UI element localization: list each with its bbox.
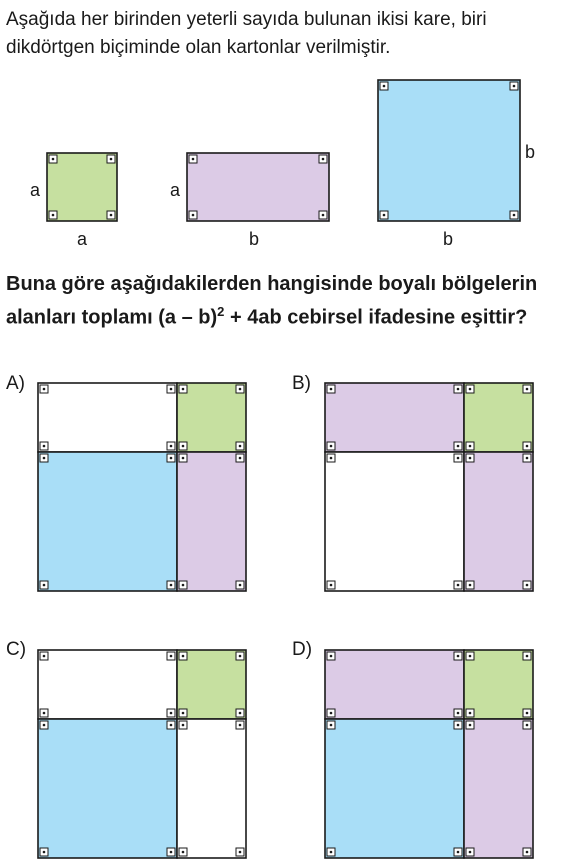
right-angle-dot	[457, 457, 460, 460]
right-angle-dot	[182, 655, 185, 658]
right-angle-dot	[469, 445, 472, 448]
right-angle-dot	[513, 85, 516, 88]
right-angle-dot	[526, 388, 529, 391]
right-angle-dot	[43, 584, 46, 587]
right-angle-dot	[110, 158, 113, 161]
right-angle-dot	[513, 214, 516, 217]
big-square-side-label: b	[525, 142, 536, 162]
option-b-label[interactable]: B)	[292, 373, 311, 394]
right-angle-dot	[383, 214, 386, 217]
right-angle-dot	[239, 388, 242, 391]
right-angle-dot	[170, 851, 173, 854]
right-angle-dot	[170, 445, 173, 448]
option-c-top-left-piece	[38, 650, 177, 719]
right-angle-dot	[457, 724, 460, 727]
right-angle-dot	[170, 584, 173, 587]
rectangle-side-label: a	[170, 180, 181, 200]
right-angle-dot	[170, 388, 173, 391]
right-angle-dot	[322, 158, 325, 161]
right-angle-dot	[170, 724, 173, 727]
right-angle-dot	[457, 712, 460, 715]
right-angle-dot	[182, 712, 185, 715]
right-angle-dot	[182, 388, 185, 391]
right-angle-dot	[526, 655, 529, 658]
right-angle-dot	[526, 712, 529, 715]
right-angle-dot	[322, 214, 325, 217]
right-angle-dot	[170, 457, 173, 460]
right-angle-dot	[457, 851, 460, 854]
right-angle-dot	[182, 584, 185, 587]
right-angle-dot	[330, 851, 333, 854]
right-angle-dot	[239, 724, 242, 727]
right-angle-dot	[330, 655, 333, 658]
option-d-bottom-left-piece	[325, 719, 464, 858]
right-angle-dot	[526, 445, 529, 448]
option-c-label[interactable]: C)	[6, 639, 27, 660]
right-angle-dot	[182, 724, 185, 727]
rectangle-card	[187, 153, 329, 221]
right-angle-dot	[239, 457, 242, 460]
right-angle-dot	[469, 724, 472, 727]
right-angle-dot	[182, 445, 185, 448]
right-angle-dot	[239, 712, 242, 715]
right-angle-dot	[182, 851, 185, 854]
right-angle-dot	[43, 445, 46, 448]
right-angle-dot	[330, 388, 333, 391]
right-angle-dot	[526, 851, 529, 854]
question-text-before: Buna göre aşağıdakilerden hangisinde boyalı bölgelerin alanları toplamı (a – b)	[6, 273, 538, 329]
right-angle-dot	[469, 457, 472, 460]
option-a-bottom-right-piece	[177, 452, 246, 591]
right-angle-dot	[469, 712, 472, 715]
right-angle-dot	[43, 457, 46, 460]
option-d-bottom-right-piece	[464, 719, 533, 858]
right-angle-dot	[43, 724, 46, 727]
right-angle-dot	[239, 584, 242, 587]
right-angle-dot	[469, 584, 472, 587]
big-square-card	[378, 80, 520, 221]
option-d-top-left-piece	[325, 650, 464, 719]
option-d-label[interactable]: D)	[292, 639, 313, 660]
right-angle-dot	[192, 158, 195, 161]
option-b-bottom-right-piece	[464, 452, 533, 591]
right-angle-dot	[383, 85, 386, 88]
option-a-bottom-left-piece	[38, 452, 177, 591]
right-angle-dot	[457, 584, 460, 587]
option-b-top-left-piece	[325, 383, 464, 452]
right-angle-dot	[526, 724, 529, 727]
right-angle-dot	[457, 655, 460, 658]
right-angle-dot	[52, 158, 55, 161]
right-angle-dot	[192, 214, 195, 217]
option-a-top-left-piece	[38, 383, 177, 452]
right-angle-dot	[469, 655, 472, 658]
right-angle-dot	[526, 457, 529, 460]
right-angle-dot	[330, 724, 333, 727]
intro-text: Aşağıda her birinden yeterli sayıda bulunan ikisi kare, biri dikdörtgen biçiminde olan kartonlar verilmiştir.	[6, 9, 487, 58]
right-angle-dot	[43, 851, 46, 854]
right-angle-dot	[330, 712, 333, 715]
right-angle-dot	[239, 445, 242, 448]
rectangle-bottom-label: b	[249, 229, 260, 249]
right-angle-dot	[457, 388, 460, 391]
big-square-bottom-label: b	[443, 229, 454, 249]
right-angle-dot	[330, 584, 333, 587]
option-c-bottom-right-piece	[177, 719, 246, 858]
question-exponent: 2	[217, 304, 225, 319]
right-angle-dot	[110, 214, 113, 217]
right-angle-dot	[52, 214, 55, 217]
small-square-side-label: a	[30, 180, 41, 200]
right-angle-dot	[526, 584, 529, 587]
right-angle-dot	[182, 457, 185, 460]
right-angle-dot	[239, 851, 242, 854]
right-angle-dot	[239, 655, 242, 658]
question-text-after: + 4ab cebirsel ifadesine eşittir?	[224, 306, 528, 329]
right-angle-dot	[330, 457, 333, 460]
small-square-bottom-label: a	[77, 229, 88, 249]
right-angle-dot	[170, 712, 173, 715]
right-angle-dot	[457, 445, 460, 448]
right-angle-dot	[469, 388, 472, 391]
option-c-bottom-left-piece	[38, 719, 177, 858]
right-angle-dot	[469, 851, 472, 854]
right-angle-dot	[43, 388, 46, 391]
right-angle-dot	[43, 655, 46, 658]
option-a-label[interactable]: A)	[6, 373, 25, 394]
right-angle-dot	[170, 655, 173, 658]
right-angle-dot	[330, 445, 333, 448]
option-b-bottom-left-piece	[325, 452, 464, 591]
right-angle-dot	[43, 712, 46, 715]
